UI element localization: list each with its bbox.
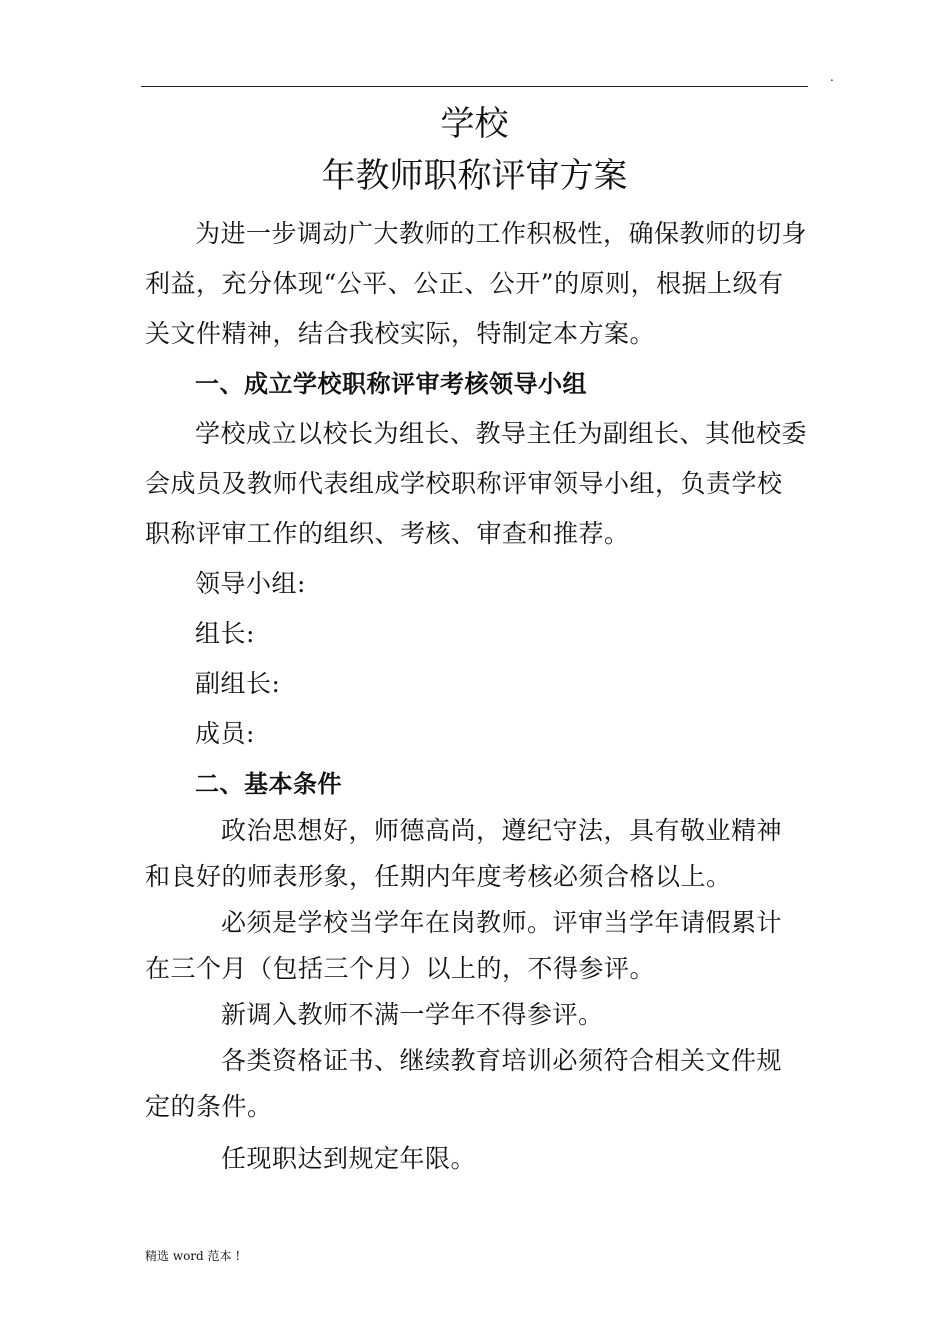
condition-item: 政治思想好，师德高尚，遵纪守法，具有敬业精神和良好的师表形象，任期内年度考核必须合格以上。 (145, 816, 783, 891)
condition-item: 任现职达到规定年限。 (221, 1144, 477, 1173)
document-title-line2: 年教师职称评审方案 (321, 156, 628, 196)
members-label: 成员: (195, 719, 255, 748)
condition-item: 各类资格证书、继续教育培训必须符合相关文件规定的条件。 (145, 1046, 783, 1121)
section2-heading: 二、基本条件 (195, 770, 342, 798)
intro-paragraph: 为进一步调动广大教师的工作积极性，确保教师的切身利益，充分体现“公平、公正、公开”的原则，根据上级有关文件精神，结合我校实际，特制定本方案。 (145, 219, 808, 348)
leader-label: 组长: (195, 619, 255, 648)
condition-item: 必须是学校当学年在岗教师。评审当学年请假累计在三个月（包括三个月）以上的，不得参评。 (145, 908, 783, 983)
section1-paragraph: 学校成立以校长为组长、教导主任为副组长、其他校委会成员及教师代表组成学校职称评审领导小组，负责学校职称评审工作的组织、考核、审查和推荐。 (145, 419, 808, 548)
leader-group-label: 领导小组: (195, 569, 306, 598)
document-body (145, 209, 807, 809)
header-rule (141, 86, 808, 87)
section1-heading: 一、成立学校职称评审考核领导小组 (195, 370, 587, 398)
condition-item: 新调入教师不满一学年不得参评。 (221, 1000, 604, 1029)
footer-note: 精选 word 范本 ! (145, 1249, 241, 1263)
conditions-list (145, 808, 807, 1182)
vice-leader-label: 副组长: (195, 669, 281, 698)
document-title-line1: 学校 (440, 104, 509, 144)
header-mark: . (830, 70, 834, 84)
